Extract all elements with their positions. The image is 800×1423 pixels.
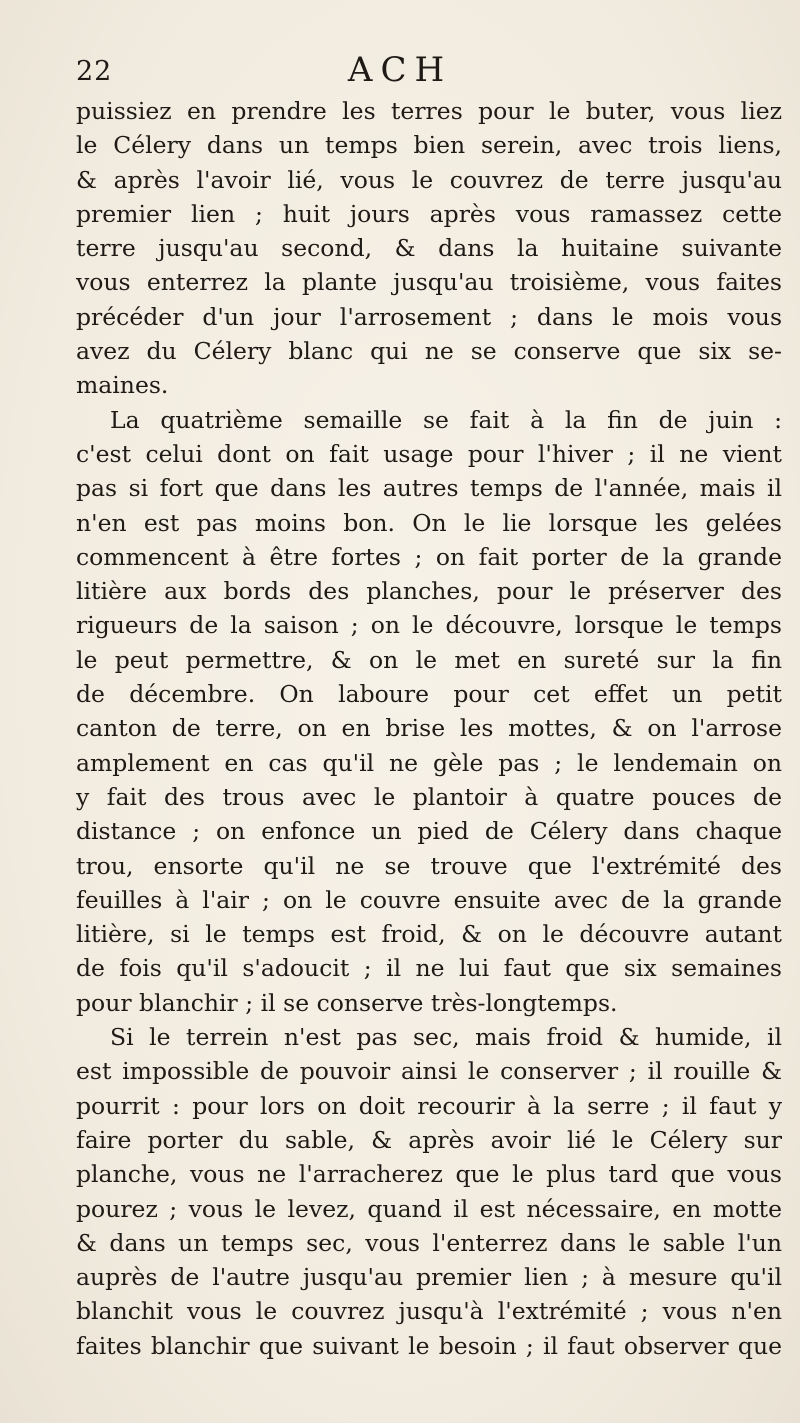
text-line: litière aux bords des planches, pour le préserver des — [76, 577, 782, 606]
text-line: faites blanchir que suivant le besoin ; il faut observer que — [76, 1331, 782, 1360]
text-line: maines. — [76, 371, 169, 400]
text-line: La quatrième semaille se fait à la fin de juin : — [110, 405, 782, 434]
page-header — [0, 50, 800, 96]
text-line: pas si fort que dans les autres temps de l'année, mais il — [76, 474, 782, 503]
page-number: 22 — [76, 56, 113, 87]
text-line: c'est celui dont on fait usage pour l'hiver ; il ne vient — [76, 439, 782, 468]
text-line: le peut permettre, & on le met en sureté sur la fin — [76, 645, 782, 674]
text-line: précéder d'un jour l'arrosement ; dans le mois vous — [76, 302, 782, 331]
text-line: blanchit vous le couvrez jusqu'à l'extrémité ; vous n'en — [76, 1297, 782, 1326]
paragraph — [76, 403, 782, 1020]
text-line: vous enterrez la plante jusqu'au troisième, vous faites — [76, 268, 782, 297]
text-line: terre jusqu'au second, & dans la huitaine suivante — [76, 234, 782, 263]
text-line: premier lien ; huit jours après vous ramassez cette — [76, 199, 782, 228]
text-line: canton de terre, on en brise les mottes, & on l'arrose — [76, 714, 782, 743]
paragraph — [76, 1020, 782, 1363]
text-line: pourez ; vous le levez, quand il est nécessaire, en motte — [76, 1194, 782, 1223]
text-line: feuilles à l'air ; on le couvre ensuite avec de la grande — [76, 885, 782, 914]
text-line: commencent à être fortes ; on fait porter de la grande — [76, 542, 782, 571]
text-line: pourrit : pour lors on doit recourir à la serre ; il faut y — [76, 1091, 782, 1120]
text-line: y fait des trous avec le plantoir à quatre pouces de — [76, 782, 782, 811]
text-line: litière, si le temps est froid, & on le découvre autant — [76, 920, 782, 949]
text-line: puissiez en prendre les terres pour le buter, vous liez — [76, 97, 782, 125]
text-line: & dans un temps sec, vous l'enterrez dans le sable l'un — [76, 1228, 782, 1257]
running-head: ACH — [347, 50, 453, 90]
text-line: & après l'avoir lié, vous le couvrez de terre jusqu'au — [76, 165, 782, 194]
text-line: n'en est pas moins bon. On le lie lorsque les gelées — [76, 508, 782, 537]
paragraph — [76, 94, 782, 403]
text-line: avez du Célery blanc qui ne se conserve que six se- — [76, 337, 782, 366]
text-line: rigueurs de la saison ; on le découvre, lorsque le temps — [76, 611, 782, 640]
text-line: faire porter du sable, & après avoir lié le Célery sur — [76, 1125, 782, 1154]
text-line: planche, vous ne l'arracherez que le plus tard que vous — [76, 1160, 782, 1189]
text-line: le Célery dans un temps bien serein, avec trois liens, — [76, 131, 782, 160]
text-line: pour blanchir ; il se conserve très-longtemps. — [76, 988, 618, 1017]
text-line: distance ; on enfonce un pied de Célery dans chaque — [76, 817, 782, 846]
text-line: Si le terrein n'est pas sec, mais froid & humide, il — [110, 1023, 782, 1052]
body-text — [76, 94, 782, 1363]
text-line: amplement en cas qu'il ne gèle pas ; le lendemain on — [76, 748, 782, 777]
text-line: est impossible de pouvoir ainsi le conserver ; il rouille & — [76, 1057, 782, 1086]
text-line: auprès de l'autre jusqu'au premier lien ; à mesure qu'il — [76, 1263, 782, 1292]
text-line: de fois qu'il s'adoucit ; il ne lui faut que six semaines — [76, 954, 782, 983]
text-line: de décembre. On laboure pour cet effet un petit — [76, 680, 782, 709]
text-line: trou, ensorte qu'il ne se trouve que l'extrémité des — [76, 851, 782, 880]
